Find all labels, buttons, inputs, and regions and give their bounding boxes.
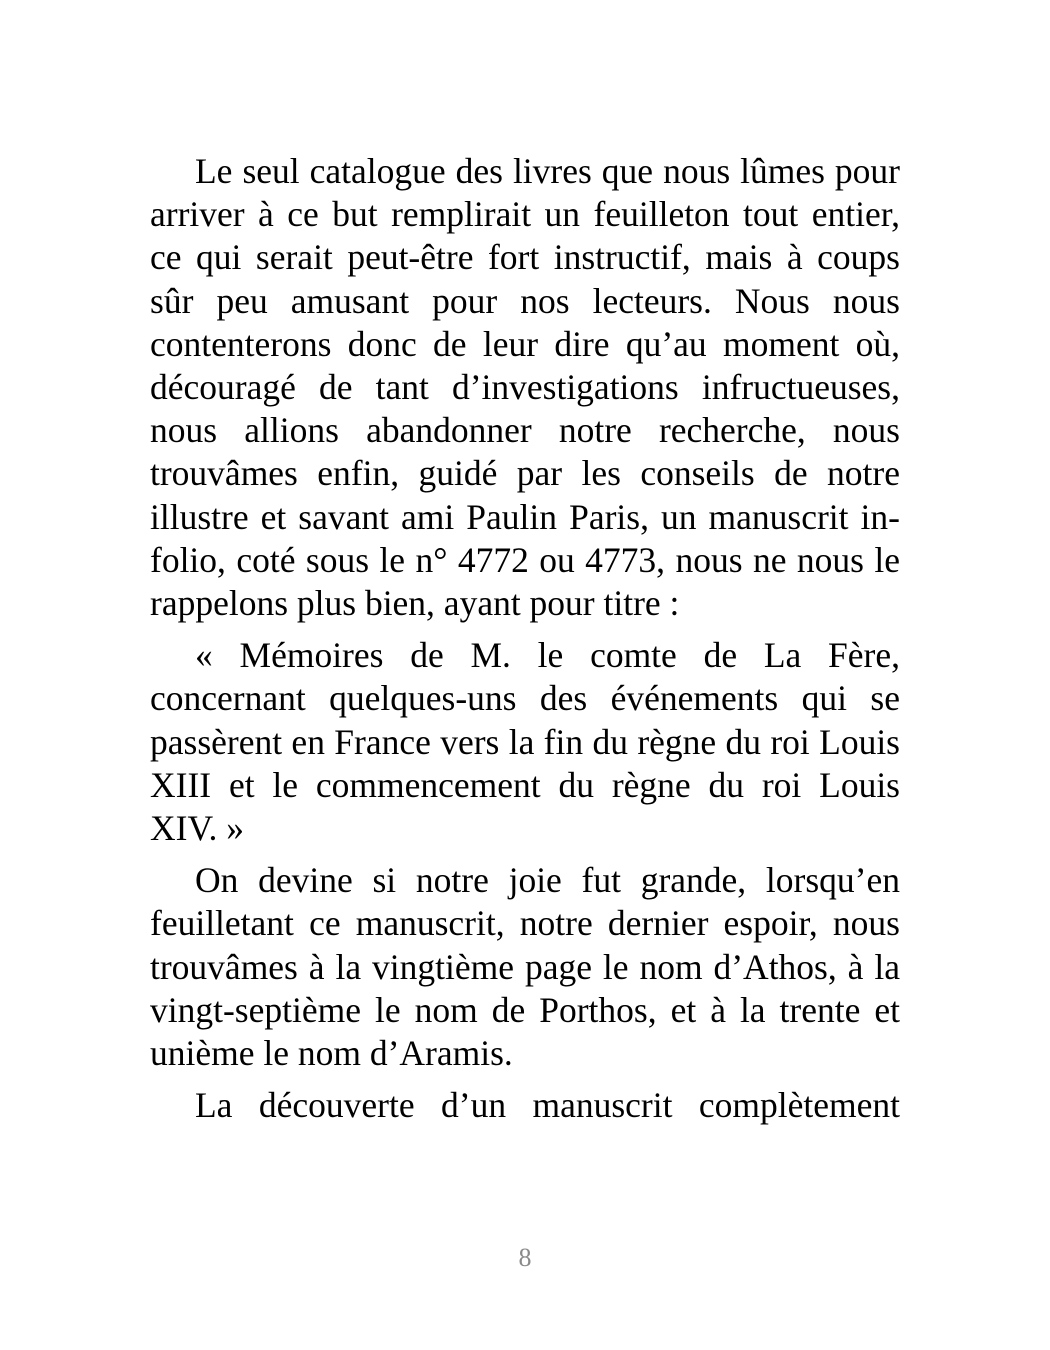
text-column [150, 150, 900, 1180]
paragraph-4: La découverte d’un manuscrit complètement [195, 1085, 900, 1126]
paragraph-1: Le seul catalogue des livres que nous lûmes pour arriver à ce but remplirait un feuilleton tout entier, ce qui serait peut-être fort instructif, mais à coups sûr peu amusant pour nos lecteurs. Nous nous contenterons donc de leur dire qu’au moment où, découragé de tant d’investigations infructueuses, nous allions abandonner notre recherche, nous trouvâmes enfin, guidé par les conseils de notre illustre et savant ami Paulin Paris, un manuscrit in-folio, coté sous le n° 4772 ou 4773, nous ne nous le rappelons plus bien, ayant pour titre : [150, 151, 900, 624]
paragraph-3: On devine si notre joie fut grande, lorsqu’en feuilletant ce manuscrit, notre dernier espoir, nous trouvâmes à la vingtième page le nom d’Athos, à la vingt-septième le nom de Porthos, et à la trente et unième le nom d’Aramis. [150, 860, 900, 1074]
page-number: 8 [518, 1243, 532, 1272]
paragraph-2: « Mémoires de M. le comte de La Fère, concernant quelques-uns des événements qui se passèrent en France vers la fin du règne du roi Louis XIII et le commencement du règne du roi Louis XIV. » [150, 635, 900, 849]
